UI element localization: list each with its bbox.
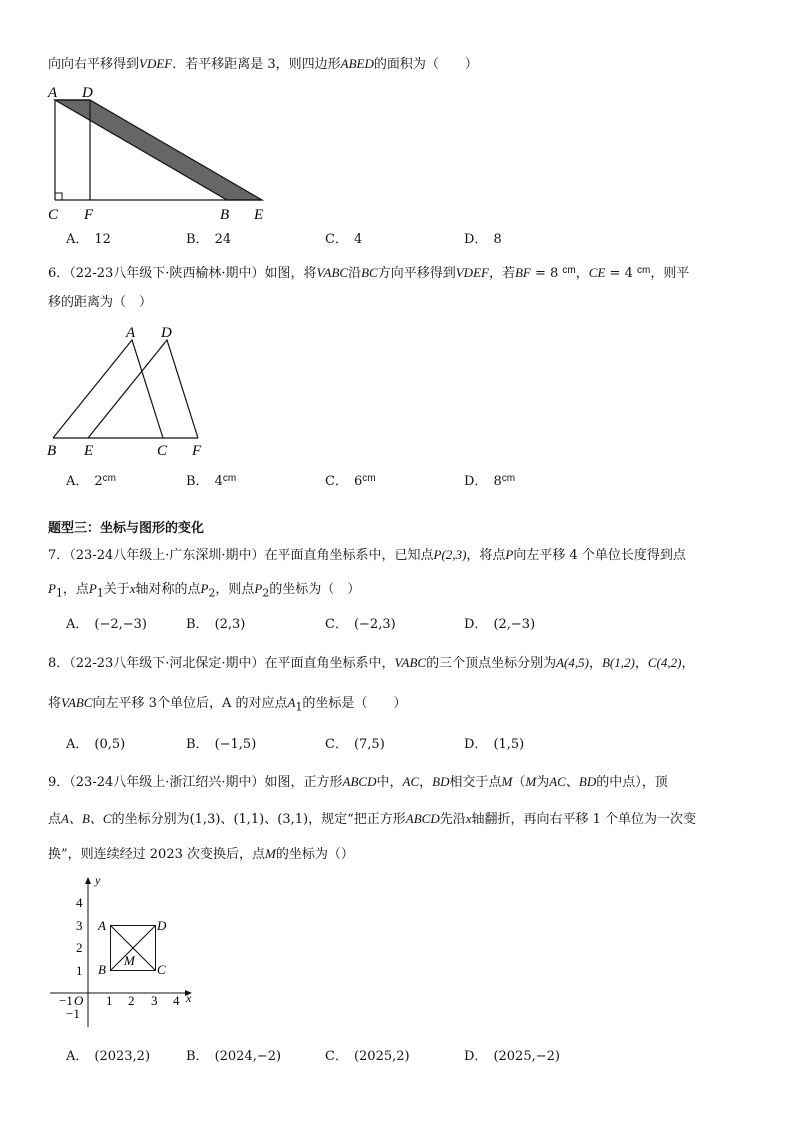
option-value: (−2,−3) xyxy=(94,617,147,632)
option-value: (2025,2) xyxy=(353,1049,410,1064)
q7-p2: P xyxy=(200,581,209,596)
q9-coord-2: (1,1) xyxy=(233,812,265,827)
q9-label-x: x xyxy=(186,991,192,1005)
option-value: 6 xyxy=(353,474,363,489)
q6-triangle-def-shape xyxy=(88,340,198,438)
q7-sub: 2 xyxy=(208,586,216,600)
option-value: (2,3) xyxy=(214,617,246,632)
q9-tick-y4: 4 xyxy=(76,895,83,910)
q9-number: 9． xyxy=(48,775,70,790)
q5-option-d[interactable] xyxy=(464,231,502,249)
q5-label-a: A xyxy=(48,85,58,101)
q9-coord-3: (3,1) xyxy=(277,812,309,827)
q7-text: 在平面直角坐标系中，已知点 xyxy=(264,548,434,563)
option-value: (2023,2) xyxy=(94,1049,151,1064)
q6-label-f: F xyxy=(192,443,202,459)
q8-option-a[interactable] xyxy=(66,736,125,754)
q6-label-b: B xyxy=(47,443,57,459)
q5-stem-text-2: ．若平移距离是 3，则四边形 xyxy=(172,57,341,72)
q7-p1: P xyxy=(48,581,56,596)
q7-x: x xyxy=(129,581,136,596)
q9-label-a: A xyxy=(98,918,106,933)
q5-triangle-def: VDEF xyxy=(139,56,173,71)
q6-figure xyxy=(40,322,220,460)
option-label: D． xyxy=(464,1049,488,1064)
q8-text: 在平面直角坐标系中， xyxy=(264,656,395,671)
option-label: C． xyxy=(325,232,348,247)
q7-p1: P xyxy=(88,581,97,596)
q9-text: （ xyxy=(512,775,526,790)
q9-bd: BD xyxy=(578,774,597,789)
q8-sep: ， xyxy=(681,656,695,671)
q6-label-e: E xyxy=(84,443,94,459)
q7-p: P xyxy=(505,547,514,562)
q6-eq2: = 4 xyxy=(605,266,637,281)
q9-text: 相交于点 xyxy=(449,775,502,790)
q8-sub: 1 xyxy=(295,700,303,714)
q7-sub: 1 xyxy=(96,586,104,600)
q9-option-c[interactable] xyxy=(325,1048,410,1066)
option-label: A． xyxy=(66,737,89,752)
q9-square: ABCD xyxy=(405,811,440,826)
q9-ac: AC xyxy=(402,774,420,789)
option-label: B． xyxy=(186,474,209,489)
q9-bd: BD xyxy=(432,774,450,789)
q7-stem-line-2 xyxy=(48,580,360,603)
q9-text: 、 xyxy=(565,775,579,790)
q5-option-c[interactable] xyxy=(325,231,362,249)
q6-stem-line-1 xyxy=(48,262,689,283)
q7-sub: 1 xyxy=(55,586,63,600)
q7-source: （23-24八年级上·广东深圳·期中） xyxy=(69,548,265,563)
q7-text: 轴对称的点 xyxy=(135,582,201,597)
q8-stem-line-1 xyxy=(48,654,694,673)
q7-point-p: P(2,3) xyxy=(433,547,467,562)
q8-sep: ， xyxy=(588,656,602,671)
q9-y-arrow xyxy=(85,877,91,884)
q6-label-c: C xyxy=(157,443,168,459)
q9-text: ， xyxy=(419,775,433,790)
q7-option-d[interactable] xyxy=(464,616,535,634)
q7-stem-line-1 xyxy=(48,546,686,565)
q6-text: ，则平 xyxy=(650,266,690,281)
q8-text: 将 xyxy=(48,696,62,711)
q6-text: 方向平移得到 xyxy=(377,266,456,281)
option-label: C． xyxy=(325,474,348,489)
q6-option-b[interactable] xyxy=(186,470,236,491)
q9-stem-line-3 xyxy=(48,845,354,864)
q8-text: 的坐标是（ ） xyxy=(302,696,407,711)
q9-stem-line-1 xyxy=(48,773,668,792)
option-value: 24 xyxy=(214,232,232,247)
q6-stem-line-2: 移的距离为（ ） xyxy=(48,295,153,310)
option-label: C． xyxy=(325,737,348,752)
q9-tick-xneg1: −1 xyxy=(59,993,73,1008)
q6-number: 6． xyxy=(48,266,70,281)
q5-right-angle-mark xyxy=(55,193,62,200)
q6-option-d[interactable] xyxy=(464,470,515,491)
q9-x: x xyxy=(465,811,472,826)
option-label: A． xyxy=(66,1049,89,1064)
q9-tick-y1: 1 xyxy=(76,963,83,978)
q9-text: 换”，则连续经过 2023 次变换后，点 xyxy=(48,847,265,862)
q5-figure xyxy=(40,80,280,224)
q9-label-origin: O xyxy=(74,993,84,1008)
q8-option-c[interactable] xyxy=(325,736,385,754)
option-label: A． xyxy=(66,617,89,632)
q6-unit: cm xyxy=(562,265,576,276)
q7-text: 的坐标为（ ） xyxy=(269,582,361,597)
q9-source: （23-24八年级上·浙江绍兴·期中） xyxy=(69,775,265,790)
q8-number: 8． xyxy=(48,656,70,671)
option-value: (2024,−2) xyxy=(214,1049,282,1064)
q8-stem-line-2 xyxy=(48,694,406,717)
q6-option-a[interactable] xyxy=(66,470,116,491)
option-unit: cm xyxy=(102,473,117,484)
q8-a1: A xyxy=(287,695,296,710)
section-heading: 题型三：坐标与图形的变化 xyxy=(48,521,205,536)
q9-label-c: C xyxy=(157,962,166,977)
q9-tick-x2: 2 xyxy=(128,993,135,1008)
option-value: 4 xyxy=(214,474,223,489)
q8-text: 向左平移 3个单位后，A 的对应点 xyxy=(92,696,288,711)
q5-quad-abed: ABED xyxy=(340,56,374,71)
q7-text: ，则点 xyxy=(215,582,255,597)
q8-sep: ， xyxy=(634,656,648,671)
q7-number: 7． xyxy=(48,548,70,563)
q5-shaded-parallelogram xyxy=(55,100,262,200)
q6-text: 沿 xyxy=(348,266,362,281)
q9-m: M xyxy=(501,774,513,789)
option-value: (2025,−2) xyxy=(493,1049,560,1064)
q7-option-a[interactable] xyxy=(66,616,147,634)
q9-text: 的坐标为（） xyxy=(275,847,354,862)
q9-m: M xyxy=(525,774,537,789)
q5-label-b: B xyxy=(220,207,230,223)
option-unit: cm xyxy=(501,473,516,484)
option-value: (7,5) xyxy=(353,737,385,752)
q8-point-b: B(1,2) xyxy=(601,655,635,670)
q6-unit: cm xyxy=(636,265,651,276)
option-value: (−2,3) xyxy=(353,617,396,632)
q6-triangle-abc: VABC xyxy=(316,265,349,280)
q9-text: 中， xyxy=(376,775,403,790)
option-label: D． xyxy=(464,232,488,247)
q9-tick-x1: 1 xyxy=(106,993,113,1008)
option-label: B． xyxy=(186,617,209,632)
q6-triangle-def: VDEF xyxy=(455,265,489,280)
q8-option-d[interactable] xyxy=(464,736,524,754)
q5-label-f: F xyxy=(84,207,94,223)
q9-square: ABCD xyxy=(342,774,377,789)
q7-text: 向左平移 4 个单位长度得到点 xyxy=(513,548,686,563)
option-label: D． xyxy=(464,617,488,632)
q9-text: 轴翻折，再向右平移 1 个单位为一次变 xyxy=(471,812,697,827)
q9-text: 为 xyxy=(536,775,550,790)
q6-text: ，若 xyxy=(488,266,515,281)
option-label: A． xyxy=(66,232,89,247)
q9-tick-x4: 4 xyxy=(173,993,180,1008)
q8-source: （22-23八年级下·河北保定·期中） xyxy=(69,656,265,671)
q9-sep: 、 xyxy=(220,812,234,827)
q5-label-d: D xyxy=(82,85,93,101)
q6-segment-bc: BC xyxy=(361,265,378,280)
q9-label-b: B xyxy=(98,962,106,977)
option-value: (1,5) xyxy=(493,737,525,752)
q9-tick-yneg1: −1 xyxy=(66,1006,80,1021)
q6-triangle-abc-shape xyxy=(53,340,163,438)
option-value: (2,−3) xyxy=(493,617,536,632)
q9-option-b[interactable] xyxy=(186,1048,281,1066)
q9-label-y: y xyxy=(95,873,101,887)
option-label: C． xyxy=(325,1049,348,1064)
q9-text: 的中点），顶 xyxy=(596,775,668,790)
option-value: (−1,5) xyxy=(214,737,257,752)
option-value: 8 xyxy=(493,474,502,489)
q9-label-d: D xyxy=(157,918,167,933)
q9-tick-y2: 2 xyxy=(76,940,83,955)
q7-text: ，将点 xyxy=(466,548,506,563)
q8-triangle-abc: VABC xyxy=(61,695,93,710)
q9-ac: AC xyxy=(549,774,566,789)
q7-text: ，点 xyxy=(62,582,89,597)
option-label: A． xyxy=(66,474,89,489)
q7-option-b[interactable] xyxy=(186,616,245,634)
option-value: (0,5) xyxy=(94,737,126,752)
q9-m: M xyxy=(265,846,276,861)
q5-stem-text-3: 的面积为（ ） xyxy=(373,57,478,72)
q5-label-c: C xyxy=(48,207,59,223)
q6-option-c[interactable] xyxy=(325,470,376,491)
q9-text: 的坐标分别为 xyxy=(111,812,190,827)
q9-label-m: M xyxy=(124,953,135,968)
q9-stem-line-2 xyxy=(48,810,696,829)
q6-bf: BF xyxy=(514,265,531,280)
q6-label-a: A xyxy=(126,325,136,341)
q6-label-d: D xyxy=(161,325,172,341)
q5-stem xyxy=(48,55,478,74)
q9-tick-x3: 3 xyxy=(151,993,158,1008)
q7-option-c[interactable] xyxy=(325,616,396,634)
q6-text: 如图，将 xyxy=(264,266,317,281)
q8-triangle-abc: VABC xyxy=(394,655,427,670)
q6-source: （22-23八年级下·陕西榆林·期中） xyxy=(69,266,265,281)
q8-point-c: C(4,2) xyxy=(647,655,682,670)
q8-point-a: A(4,5) xyxy=(556,655,589,670)
option-label: C． xyxy=(325,617,348,632)
q9-text: 点 xyxy=(48,812,62,827)
option-label: D． xyxy=(464,474,488,489)
q5-label-e: E xyxy=(254,207,264,223)
option-label: D． xyxy=(464,737,488,752)
q9-tick-y3: 3 xyxy=(76,918,83,933)
q6-text: ， xyxy=(575,266,589,281)
q5-stem-text: 向向右平移得到 xyxy=(48,57,140,72)
q5-option-b[interactable] xyxy=(186,231,231,249)
q8-text: 的三个顶点坐标分别为 xyxy=(426,656,557,671)
q5-option-a[interactable] xyxy=(66,231,111,249)
q9-text: ，规定“把正方形 xyxy=(308,812,406,827)
q6-eq1: = 8 xyxy=(530,266,563,281)
q9-coordinate-figure xyxy=(40,872,210,1032)
option-label: B． xyxy=(186,737,209,752)
option-unit: cm xyxy=(362,473,376,484)
option-value: 8 xyxy=(493,232,502,247)
q6-ce: CE xyxy=(588,265,606,280)
option-value: 4 xyxy=(353,232,363,247)
q8-option-b[interactable] xyxy=(186,736,256,754)
q7-sub: 2 xyxy=(262,586,270,600)
option-label: B． xyxy=(186,1049,209,1064)
q9-coord-1: (1,3) xyxy=(189,812,221,827)
q9-sep: 、 xyxy=(264,812,278,827)
option-unit: cm xyxy=(222,473,237,484)
q7-p2: P xyxy=(254,581,263,596)
q7-text: 关于 xyxy=(103,582,130,597)
q9-text: 如图，正方形 xyxy=(264,775,343,790)
option-value: 12 xyxy=(94,232,111,247)
option-label: B． xyxy=(186,232,209,247)
q9-text: 先沿 xyxy=(439,812,466,827)
q9-option-d[interactable] xyxy=(464,1048,560,1066)
option-value: 2 xyxy=(94,474,103,489)
q9-option-a[interactable] xyxy=(66,1048,150,1066)
q9-points: A、B、C xyxy=(61,811,112,826)
